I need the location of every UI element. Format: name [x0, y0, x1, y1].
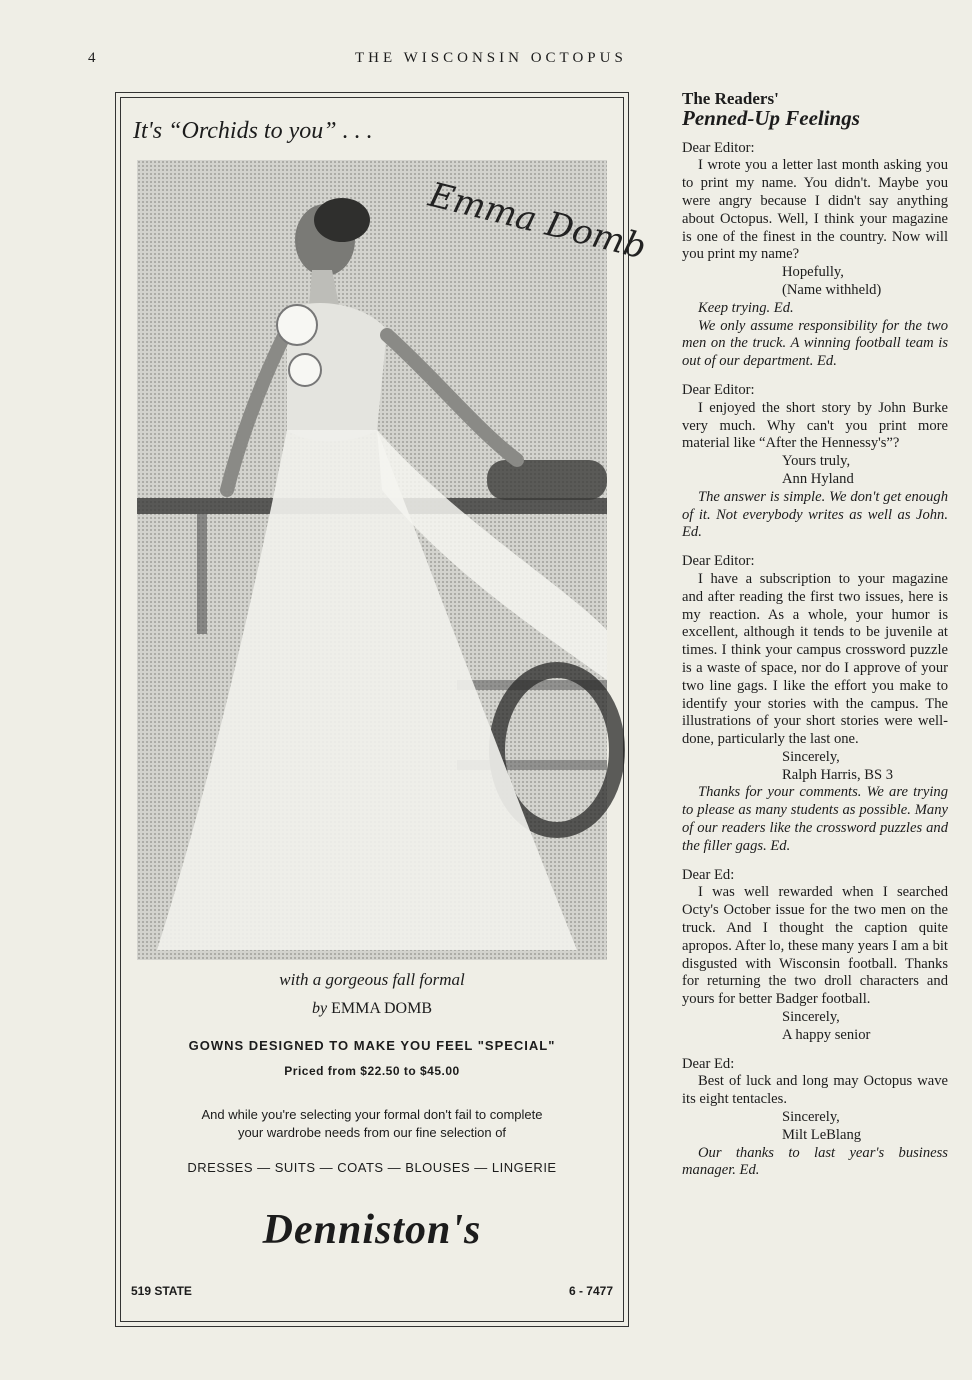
model-photo — [137, 160, 651, 960]
letter-salutation: Dear Editor: — [682, 139, 755, 156]
photo-signature: Emma Domb — [424, 174, 651, 268]
store-logo: Denniston's — [262, 1207, 482, 1253]
letter-closing: Sincerely, — [782, 1009, 840, 1026]
running-head: THE WISCONSIN OCTOPUS — [355, 50, 627, 66]
ad-categories: DRESSES — SUITS — COATS — BLOUSES — LINGERIE — [187, 1160, 557, 1175]
letter-signature: Milt LeBlang — [782, 1126, 862, 1143]
letter-item — [682, 553, 948, 856]
letter-body: I enjoyed the short story by John Burke very much. Why can't you print more material like “After the Hennessy's”? — [682, 399, 948, 452]
ad-inner-border — [120, 97, 651, 1322]
store-phone: 6 - 7477 — [568, 1284, 613, 1298]
letter-closing: Hopefully, — [782, 264, 844, 281]
ad-body-line: your wardrobe needs from our fine selection of — [237, 1125, 507, 1140]
page-number: 4 — [88, 50, 96, 66]
ad-subtitle: with a gorgeous fall formal — [279, 970, 465, 989]
designer-name: EMMA DOMB — [331, 1000, 432, 1017]
letter-closing: Yours truly, — [782, 453, 851, 470]
letter-closing: Sincerely, — [782, 1109, 840, 1126]
editor-reply: Keep trying. Ed. — [698, 299, 794, 316]
ad-body — [141, 1106, 603, 1142]
editor-reply: Thanks for your comments. We are trying to please as many students as possible. Many of our readers like the crossword puzzles and the filler gags. Ed. — [682, 784, 948, 854]
letter-item — [682, 867, 948, 1045]
letter-body: Best of luck and long may Octopus wave its eight tentacles. — [682, 1073, 948, 1108]
letter-item — [682, 382, 948, 542]
letter-salutation: Dear Ed: — [682, 1055, 735, 1072]
ad-tagline: It's “Orchids to you” . . . — [133, 118, 373, 144]
letter-signature: Ralph Harris, BS 3 — [782, 766, 894, 783]
ad-headline: GOWNS DESIGNED TO MAKE YOU FEEL "SPECIAL" — [188, 1038, 556, 1053]
letter-body: I wrote you a letter last month asking you to print my name. You didn't. Maybe you were angry because I didn't say anything about Octopus. Well, I think your magazine is one of the finest in the country. Now will you print my name? — [682, 157, 948, 263]
editor-reply: We only assume responsibility for the two men on the truck. A winning football team is out of our department. Ed. — [682, 317, 948, 370]
model-illustration — [137, 160, 651, 960]
ad-body-line: And while you're selecting your formal don't fail to complete — [201, 1107, 543, 1122]
letter-signature: Ann Hyland — [782, 470, 854, 487]
designer-prefix: by — [311, 1000, 328, 1017]
letters-column — [682, 90, 948, 1191]
letter-signature: A happy senior — [782, 1026, 871, 1043]
letter-salutation: Dear Ed: — [682, 866, 735, 883]
column-title: Penned-Up Feelings — [682, 105, 860, 130]
ad-designer-line — [121, 1000, 623, 1018]
ad-price: Priced from $22.50 to $45.00 — [284, 1064, 460, 1078]
letter-item — [682, 140, 948, 371]
letter-signature: (Name withheld) — [782, 281, 882, 298]
column-heading: The Readers' — [682, 89, 779, 108]
letter-salutation: Dear Editor: — [682, 553, 755, 570]
letter-item — [682, 1056, 948, 1181]
letter-salutation: Dear Editor: — [682, 381, 755, 398]
letter-closing: Sincerely, — [782, 748, 840, 765]
store-address: 519 STATE — [131, 1284, 192, 1298]
letter-body: I have a subscription to your magazine and after reading the first two issues, here is my reaction. As a whole, your humor is excellent, although it tends to be juvenile at times. I think your campus crossword puzzle is a waste of space, nor do I approve of your two line gags. I like the effort you make to identify your stories with the campus. The illustrations of your short stories were well-done, particularly the last one. — [682, 570, 948, 748]
dennistons-advertisement — [115, 92, 651, 1327]
editor-reply: The answer is simple. We don't get enough of it. Not everybody writes as well as John. Ed. — [682, 488, 948, 541]
editor-reply: Our thanks to last year's business manager. Ed. — [682, 1144, 948, 1179]
letter-body: I was well rewarded when I searched Octy's October issue for the two men on the truck. And I thought the caption quite apropos. After lo, these many years I am a bit disgusted with Wisconsin football. Thanks for returning the two droll characters and yours for better Badger football. — [682, 884, 948, 1008]
